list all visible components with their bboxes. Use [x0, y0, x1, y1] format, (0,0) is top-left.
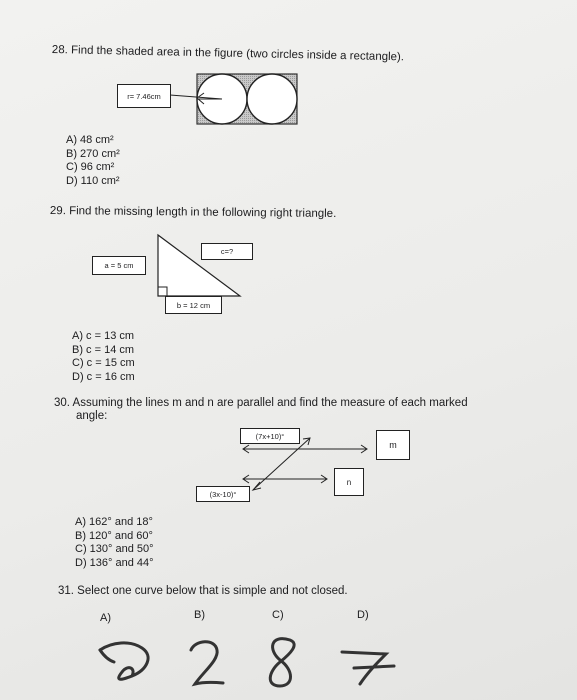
radius-label-box [117, 84, 171, 108]
line-m-label-box [376, 430, 410, 460]
q31-choice-d-label[interactable]: D) [357, 609, 369, 621]
angle-2-label-box [196, 486, 250, 502]
two-circles-figure [168, 68, 298, 138]
q28-option-b[interactable]: B) 270 cm² [66, 147, 120, 160]
question-30-title [54, 397, 468, 423]
side-a-label-box [92, 256, 146, 275]
q30-option-b[interactable]: B) 120° and 60° [75, 529, 153, 542]
question-31-title: 31. Select one curve below that is simple and not closed. [58, 585, 348, 597]
q31-choice-b-label[interactable]: B) [194, 609, 205, 621]
side-b-label: b = 12 cm [176, 300, 211, 310]
q28-options [66, 134, 120, 188]
curve-d-drawing[interactable] [338, 644, 398, 689]
curve-c-drawing[interactable] [260, 634, 305, 694]
side-c-label: c=? [220, 247, 234, 256]
question-28-title: 28. Find the shaded area in the figure (two circles inside a rectangle). [51, 44, 405, 64]
q29-option-b[interactable]: B) c = 14 cm [72, 343, 135, 356]
q28-option-c[interactable]: C) 96 cm² [66, 161, 115, 173]
question-30-title-line2: angle: [76, 410, 108, 422]
curve-a-drawing[interactable] [92, 638, 162, 688]
side-c-label-box [201, 243, 253, 260]
q31-choice-c-label[interactable]: C) [272, 609, 284, 621]
q31-choice-a-label[interactable]: A) [100, 612, 111, 624]
side-a-label: a = 5 cm [104, 261, 134, 270]
side-b-label-box [165, 296, 222, 314]
q30-option-c[interactable]: C) 130° and 50° [75, 543, 154, 555]
angle-1-label: (7x+10)° [255, 431, 285, 441]
q28-option-d[interactable]: D) 110 cm² [66, 174, 120, 187]
q30-options [75, 516, 154, 570]
q29-option-d[interactable]: D) c = 16 cm [72, 370, 135, 383]
radius-label: r= 7.46cm [127, 91, 161, 101]
question-30-title-line1: 30. Assuming the lines m and n are parallel and find the measure of each marked [54, 397, 468, 409]
q28-option-a[interactable]: A) 48 cm² [66, 134, 114, 146]
q30-option-d[interactable]: D) 136° and 44° [75, 556, 154, 569]
q29-option-a[interactable]: A) c = 13 cm [72, 330, 135, 342]
curve-b-drawing[interactable] [185, 638, 230, 693]
q29-options [72, 330, 135, 384]
question-29-title: 29. Find the missing length in the following right triangle. [49, 205, 337, 220]
line-n-label: n [346, 477, 352, 487]
q30-option-a[interactable]: A) 162° and 18° [75, 516, 153, 528]
line-n-label-box [334, 468, 364, 496]
q29-option-c[interactable]: C) c = 15 cm [72, 357, 135, 369]
line-m-label: m [389, 440, 397, 450]
angle-2-label: (3x-10)° [209, 489, 237, 499]
